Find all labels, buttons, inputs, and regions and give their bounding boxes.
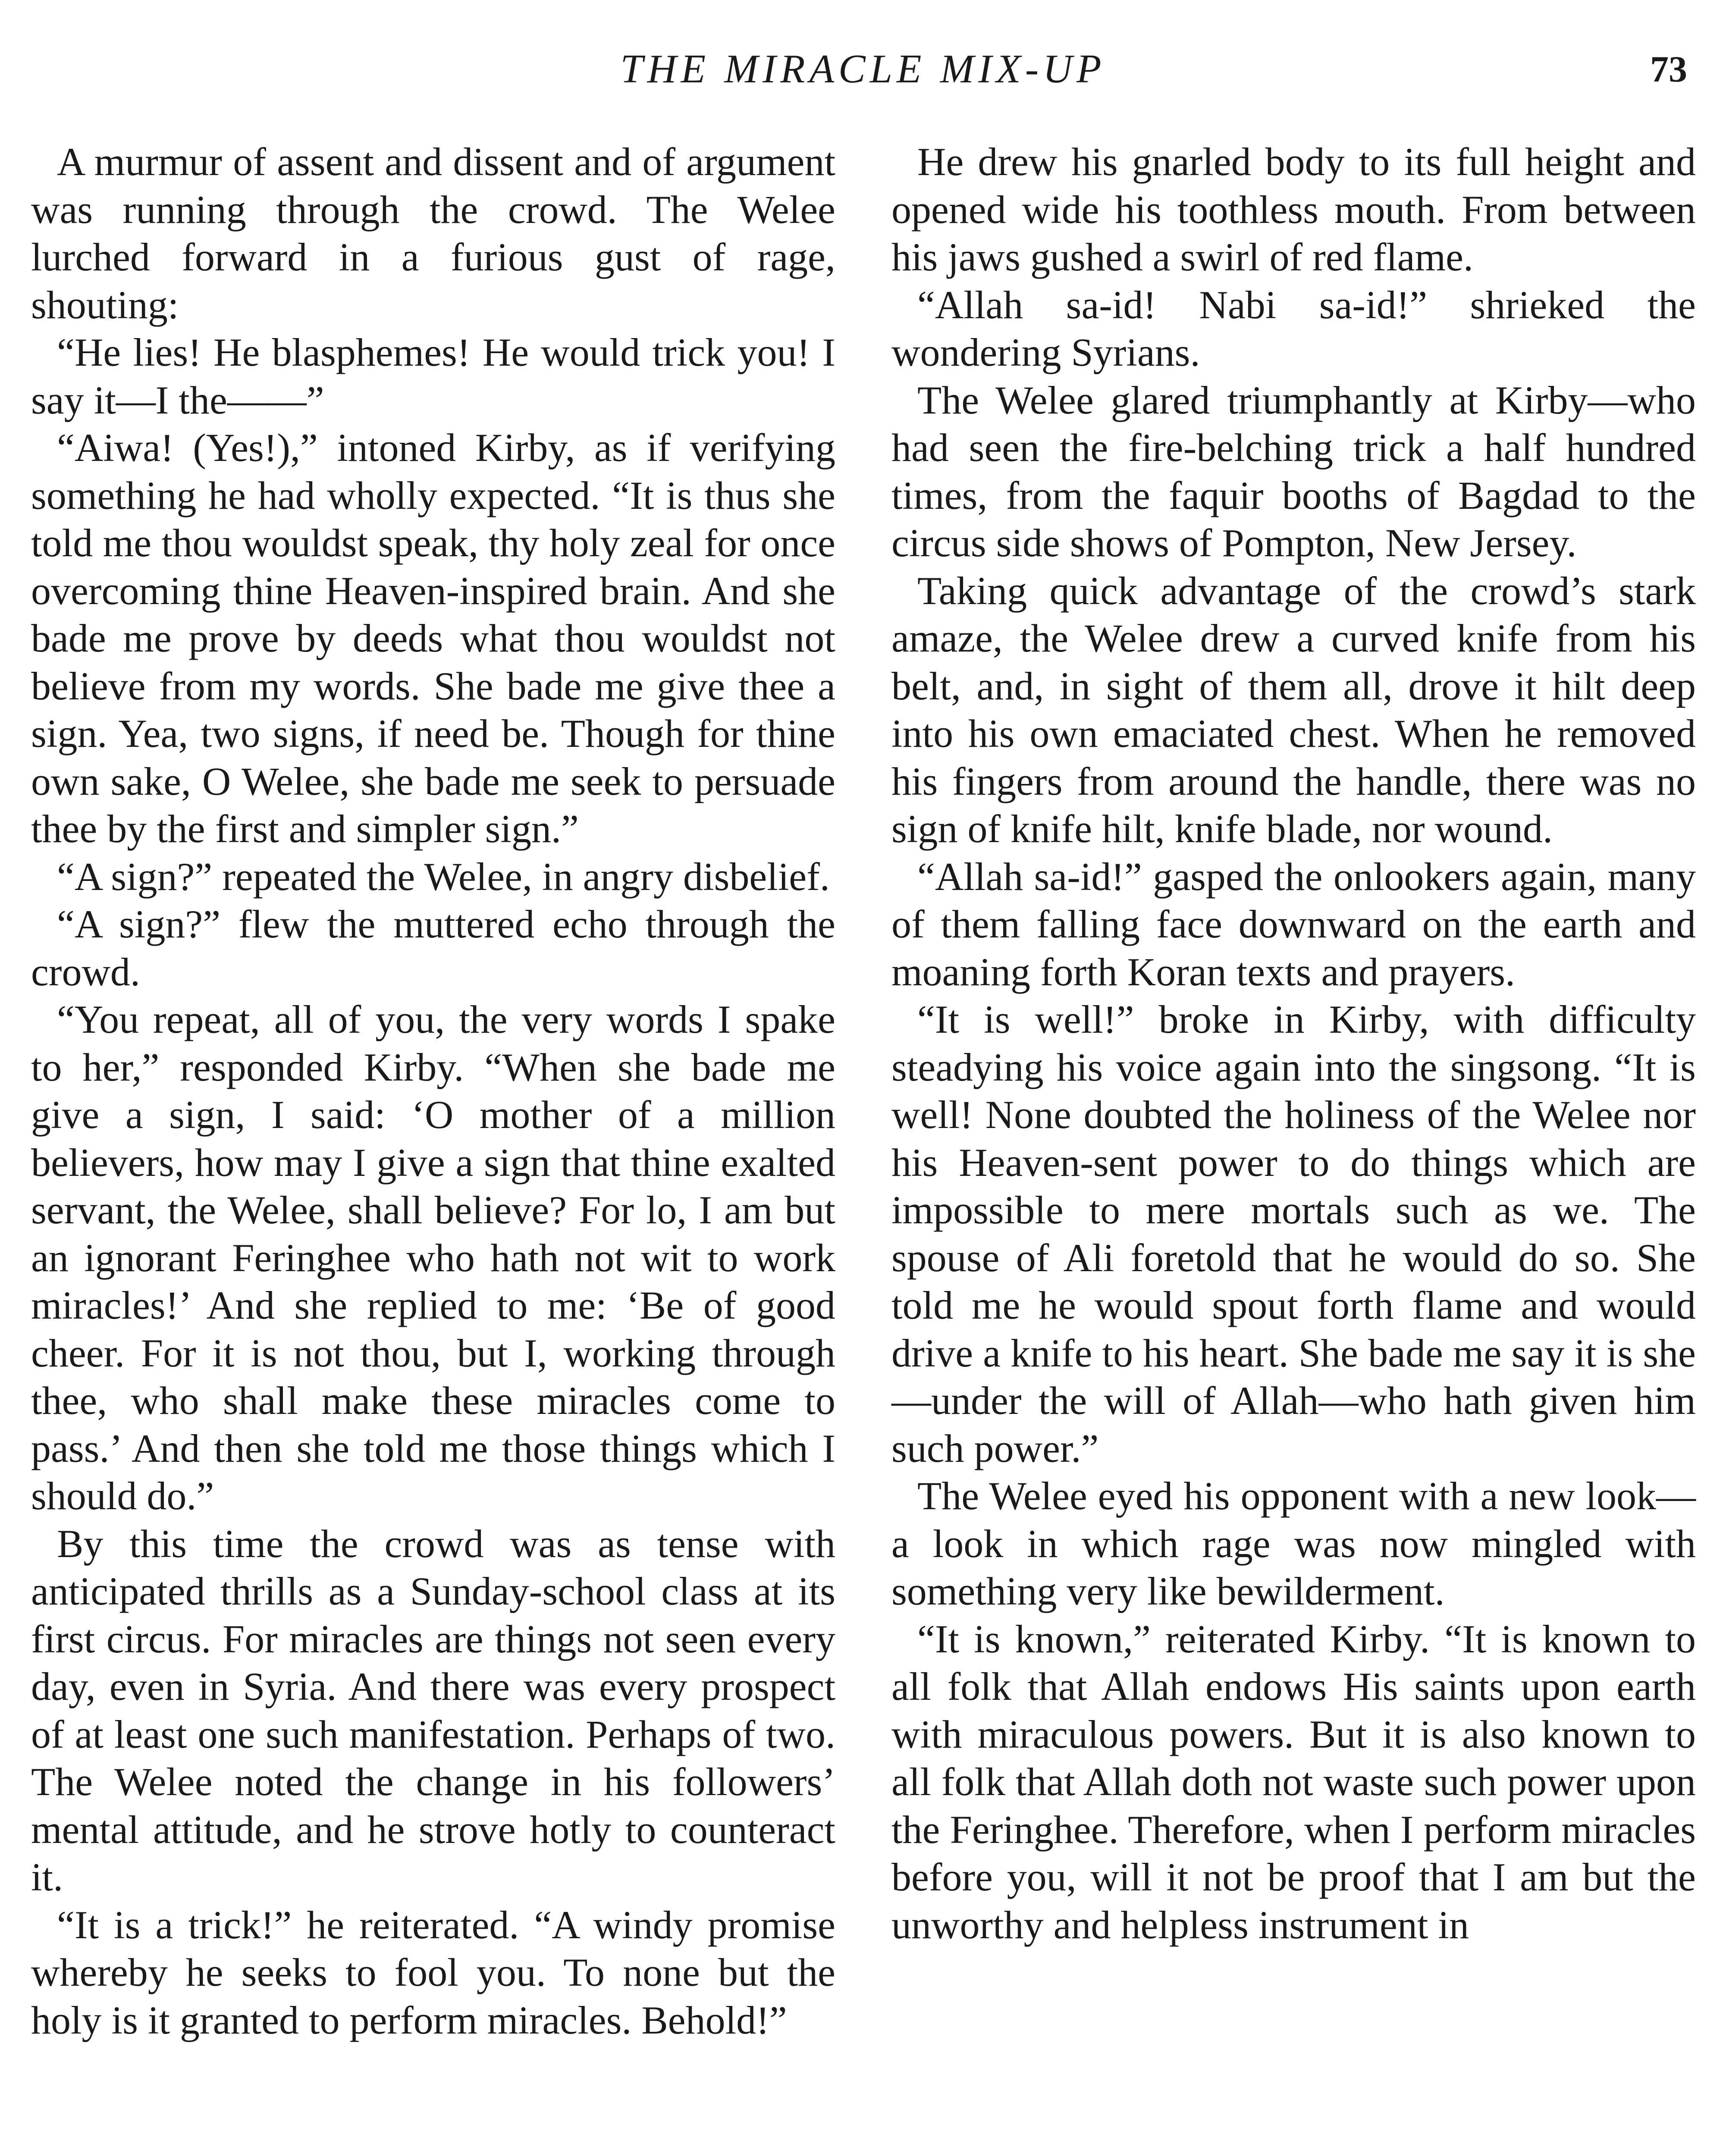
paragraph: He drew his gnarled body to its full height and opened wide his toothless mouth. From between his jaws gushed a swirl of red flame. — [891, 140, 1696, 279]
paragraph: Taking quick advantage of the crowd’s stark amaze, the Welee drew a curved knife from his belt, and, in sight of them all, drove it hilt deep into his own emaciated chest. When he removed his fingers from around the handle, there was no sign of knife hilt, knife blade, nor wound. — [891, 568, 1696, 851]
paragraph: “It is a trick!” he reiterated. “A windy promise whereby he seeks to fool you. To none but the holy is it granted to perform miracles. Behold!” — [31, 1902, 835, 2042]
paragraph: “Allah sa-id! Nabi sa-id!” shrieked the wondering Syrians. — [891, 282, 1696, 374]
paragraph: “Allah sa-id!” gasped the onlookers again, many of them falling face downward on the earth and moaning forth Koran texts and prayers. — [891, 854, 1696, 994]
running-head — [35, 41, 1691, 97]
paragraph: “It is well!” broke in Kirby, with difficulty steadying his voice again into the singsong. “It is well! None doubted the holiness of the Welee nor his Heaven-sent power to do things which are impossible to mere mortals such as we. The spouse of Ali foretold that he would do so. She told me he would spout forth flame and would drive a knife to his heart. She bade me say it is she—under the will of Allah—who hath given him such power.” — [891, 997, 1696, 1470]
paragraph: The Welee eyed his opponent with a new look—a look in which rage was now mingled with something very like bewilderment. — [891, 1474, 1696, 1613]
paragraph: “Aiwa! (Yes!),” intoned Kirby, as if verifying something he had wholly expected. “It is thus she told me thou wouldst speak, thy holy zeal for once overcoming thine Heaven-inspired brain. And she bade me prove by deeds what thou wouldst not believe from my words. She bade me give thee a sign. Yea, two signs, if need be. Though for thine own sake, O Welee, she bade me seek to persuade thee by the first and simpler sign.” — [31, 426, 835, 851]
paragraph: “A sign?” repeated the Welee, in angry disbelief. — [57, 854, 830, 899]
paragraph: “It is known,” reiterated Kirby. “It is known to all folk that Allah endows His saints upon earth with miraculous powers. But it is also known to all folk that Allah doth not waste such power upon the Feringhee. Therefore, when I perform miracles before you, will it not be proof that I am but the unworthy and helpless instrument in — [891, 1617, 1696, 1947]
left-column — [31, 138, 835, 2044]
running-title: THE MIRACLE MIX-UP — [620, 47, 1106, 91]
paragraph: “You repeat, all of you, the very words I spake to her,” responded Kirby. “When she bade me give a sign, I said: ‘O mother of a million believers, how may I give a sign that thine exalted servant, the Welee, shall believe? For lo, I am but an ignorant Feringhee who hath not wit to work miracles!’ And she replied to me: ‘Be of good cheer. For it is not thou, but I, working through thee, who shall make these miracles come to pass.’ And then she told me those things which I should do.” — [31, 997, 835, 1518]
paragraph: “He lies! He blasphemes! He would trick you! I say it—I the——” — [31, 330, 835, 422]
paragraph: “A sign?” flew the muttered echo through the crowd. — [31, 902, 835, 994]
page-number: 73 — [1650, 48, 1687, 90]
right-column — [891, 138, 1696, 1949]
paragraph: The Welee glared triumphantly at Kirby—who had seen the fire-belching trick a half hundred times, from the faquir booths of Bagdad to the circus side shows of Pompton, New Jersey. — [891, 378, 1696, 565]
paragraph: By this time the crowd was as tense with anticipated thrills as a Sunday-school class at its first circus. For miracles are things not seen every day, even in Syria. And there was every prospect of at least one such manifestation. Perhaps of two. The Welee noted the change in his followers’ mental attitude, and he strove hotly to counteract it. — [31, 1521, 835, 1899]
paragraph: A murmur of assent and dissent and of argument was running through the crowd. The Welee lurched forward in a furious gust of rage, shouting: — [31, 140, 835, 327]
